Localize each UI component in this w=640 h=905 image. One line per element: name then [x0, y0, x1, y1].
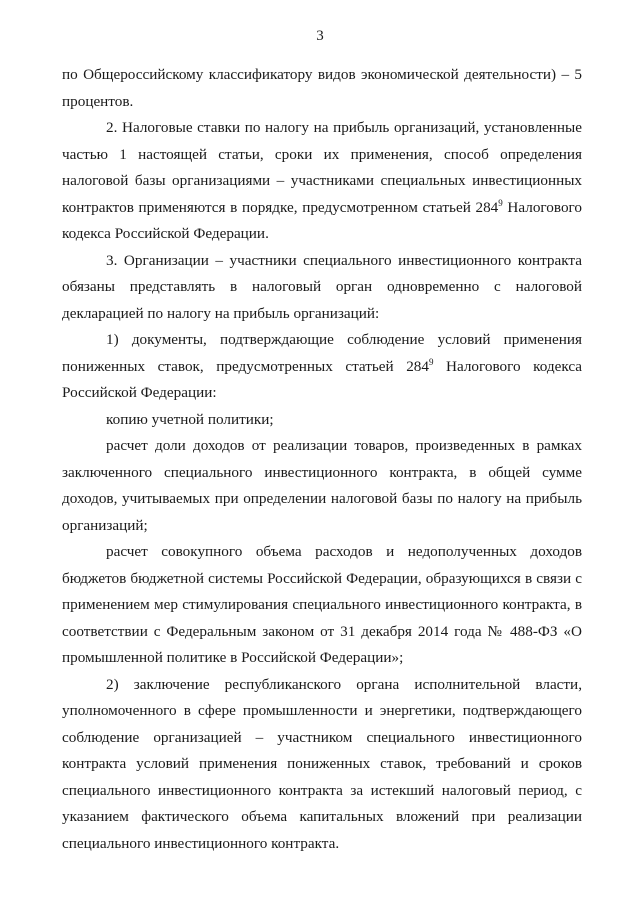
- superscript: 9: [498, 197, 503, 208]
- paragraph-text: 1) документы, подтверждающие соблюдение условий применения пониженных ставок, предусмотренных статьей 284: [62, 331, 582, 375]
- paragraph-accounting-policy: копию учетной политики;: [106, 410, 274, 428]
- paragraph-income-share: расчет доли доходов от реализации товаров, произведенных в рамках заключенного специального инвестиционного контракта, в общей сумме доходов, учитываемых при определении налоговой базы по налогу на прибыль организаций;: [62, 437, 582, 534]
- paragraph-text: Налогового кодекса Российской Федерации:: [62, 357, 582, 401]
- paragraph-item-3: 3. Организации – участники специального инвестиционного контракта обязаны представлять в налоговый орган одновременно с налоговой декларацией по налогу на прибыль организаций:: [62, 251, 582, 322]
- paragraph-expenses-calculation: расчет совокупного объема расходов и недополученных доходов бюджетов бюджетной системы Российской Федерации, образующихся в связи с применением мер стимулирования специального инвестиционного контракта, в соответствии с Федеральным законом от 31 декабря 2014 года № 488-ФЗ «О промышленной политике в Российской Федерации»;: [62, 543, 582, 666]
- document-body: [62, 62, 582, 857]
- paragraph-subitem-2: 2) заключение республиканского органа исполнительной власти, уполномоченного в сфере промышленности и энергетики, подтверждающего соблюдение организацией – участником специального инвестиционного контракта условий применения пониженных ставок, требований и сроков специального инвестиционного контракта за истекший налоговый период, с указанием фактического объема капитальных вложений при реализации специального инвестиционного контракта.: [62, 675, 582, 852]
- paragraph-item-2: [62, 115, 582, 248]
- page-number: 3: [316, 28, 324, 44]
- paragraph-text: Налогового кодекса Российской Федерации.: [62, 198, 582, 242]
- paragraph-text: 2. Налоговые ставки по налогу на прибыль организаций, установленные частью 1 настоящей статьи, сроки их применения, способ определения налоговой базы организациями – участниками специальных инвестиционных контрактов применяются в порядке, предусмотренном статьей 284: [62, 119, 582, 216]
- paragraph-continuation: по Общероссийскому классификатору видов экономической деятельности) – 5 процентов.: [62, 66, 582, 110]
- superscript: 9: [428, 356, 434, 367]
- paragraph-subitem-1: [62, 327, 582, 407]
